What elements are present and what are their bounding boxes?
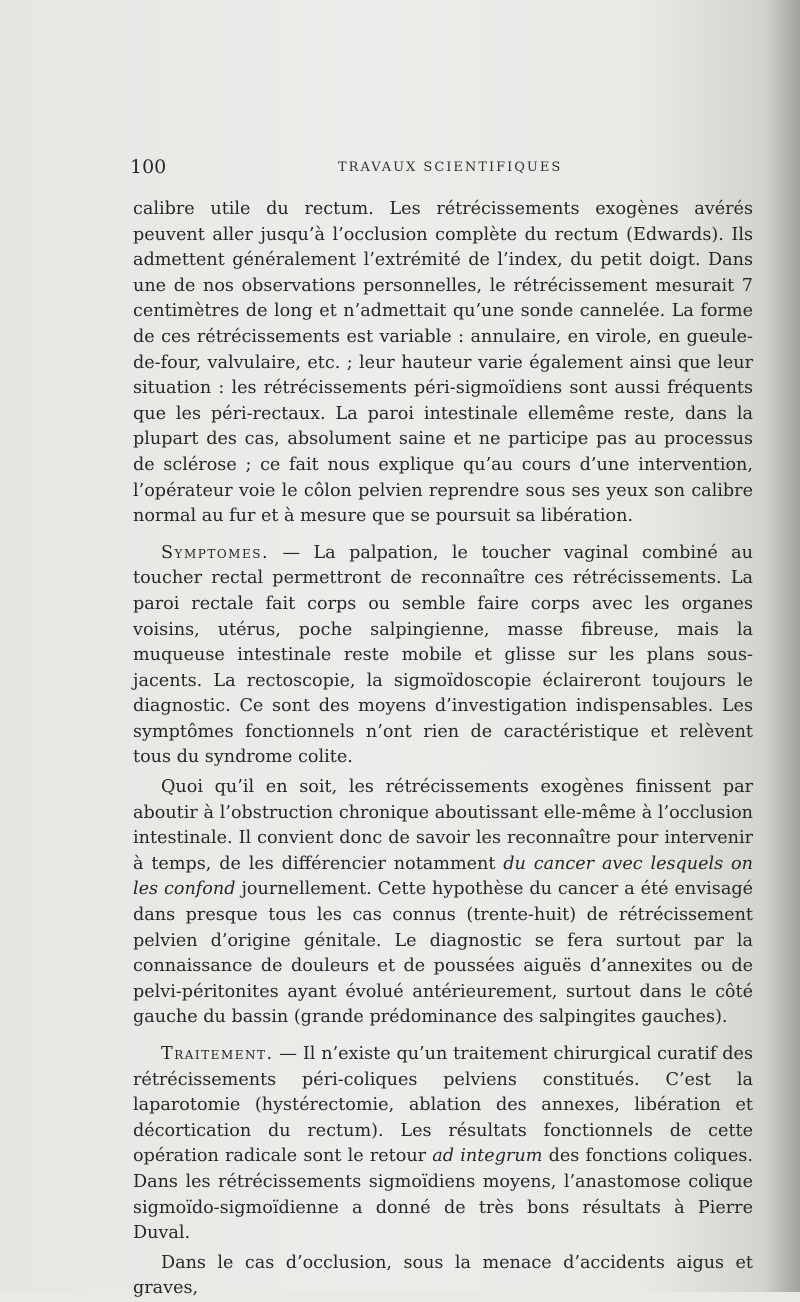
- paragraph-traitement-part-a: — Il n’existe qu’un traitement chirurgical curatif des rétrécissements péri-coliques pelviens constitués. C’est la laparotomie (hystérectomie, ablation des annexes, libération et décortication du rectum). Les résultats fonctionnels de cette opération radicale sont le retour: [133, 1044, 753, 1167]
- paragraph-3: [133, 775, 753, 1031]
- paragraph-5: Dans le cas d’occlusion, sous la menace d’accidents aigus et graves,: [133, 1252, 753, 1299]
- paragraph-3-part-a: Quoi qu’il en soit, les rétrécissements exogènes finissent par aboutir à l’obstruction chronique aboutissant elle-même à l’occlusion intestinale. Il convient donc de savoir les reconnaître pour intervenir à temps, de les différencier notamment: [133, 777, 753, 874]
- paragraph-symptomes-body: — La palpation, le toucher vaginal combiné au toucher rectal permettront de reconnaître ces rétrécissements. La paroi rectale fait corps ou semble faire corps avec les organes voisins, utérus, poche salpingienne, masse fibreuse, mais la muqueuse intestinale reste mobile et glisse sur les plans sous-jacents. La rectoscopie, la sigmoïdoscopie éclaireront toujours le diagnostic. Ce sont des moyens d’investigation indispensables. Les symptômes fonctionnels n’ont rien de caractéristique et relèvent tous du syndrome colite.: [133, 542, 753, 768]
- page-edge-shadow: [760, 0, 800, 1292]
- page-header: [130, 156, 752, 186]
- paragraph-1: calibre utile du rectum. Les rétrécissements exogènes avérés peuvent aller jusqu’à l’occlusion complète du rectum (Edwards). Ils admettent généralement l’extrémité de l’index, du petit doigt. Dans une de nos observations personnelles, le rétrécissement mesurait 7 centimètres de long et n’admettait qu’une sonde cannelée. La forme de ces rétrécissements est variable : annulaire, en virole, en gueule-de-four, valvulaire, etc. ; leur hauteur varie également ainsi que leur situation : les rétrécissements péri-sigmoïdiens sont aussi fréquents que les péri-rectaux. La paroi intestinale ellemême reste, dans la plupart des cas, absolument saine et ne participe pas au processus de sclérose ; ce fait nous explique qu’au cours d’une intervention, l’opérateur voie le côlon pelvien reprendre sous ses yeux son calibre normal au fur et à mesure que se poursuit sa libération.: [133, 199, 753, 527]
- paragraph-3-part-b: journellement. Cette hypothèse du cancer a été envisagé dans presque tous les cas connus (trente-huit) de rétrécissement pelvien d’origine génitale. Le diagnostic se fera surtout par la connaissance de douleurs et de poussées aiguës d’annexites ou de pelvi-péritonites ayant évolué antérieurement, surtout dans le côté gauche du bassin (grande prédominance des salpingites gauches).: [133, 879, 753, 1028]
- body-text: [133, 197, 753, 1302]
- running-title: TRAVAUX SCIENTIFIQUES: [338, 160, 563, 175]
- paragraph-traitement: [133, 1042, 753, 1247]
- paragraph-traitement-part-b: des fonctions coliques. Dans les rétrécissements sigmoïdiens moyens, l’anastomose colique sigmoïdo-sigmoïdienne a donné de très bons résultats à Pierre Duval.: [133, 1146, 753, 1244]
- paragraph-3-italic: du cancer avec lesquels on les confond: [133, 853, 753, 900]
- page-number: 100: [130, 156, 167, 178]
- paragraph-symptomes: [133, 541, 753, 771]
- section-heading-symptomes: Symptomes.: [161, 542, 270, 563]
- paragraph-traitement-italic: ad integrum: [432, 1146, 543, 1167]
- section-heading-traitement: Traitement.: [161, 1044, 274, 1064]
